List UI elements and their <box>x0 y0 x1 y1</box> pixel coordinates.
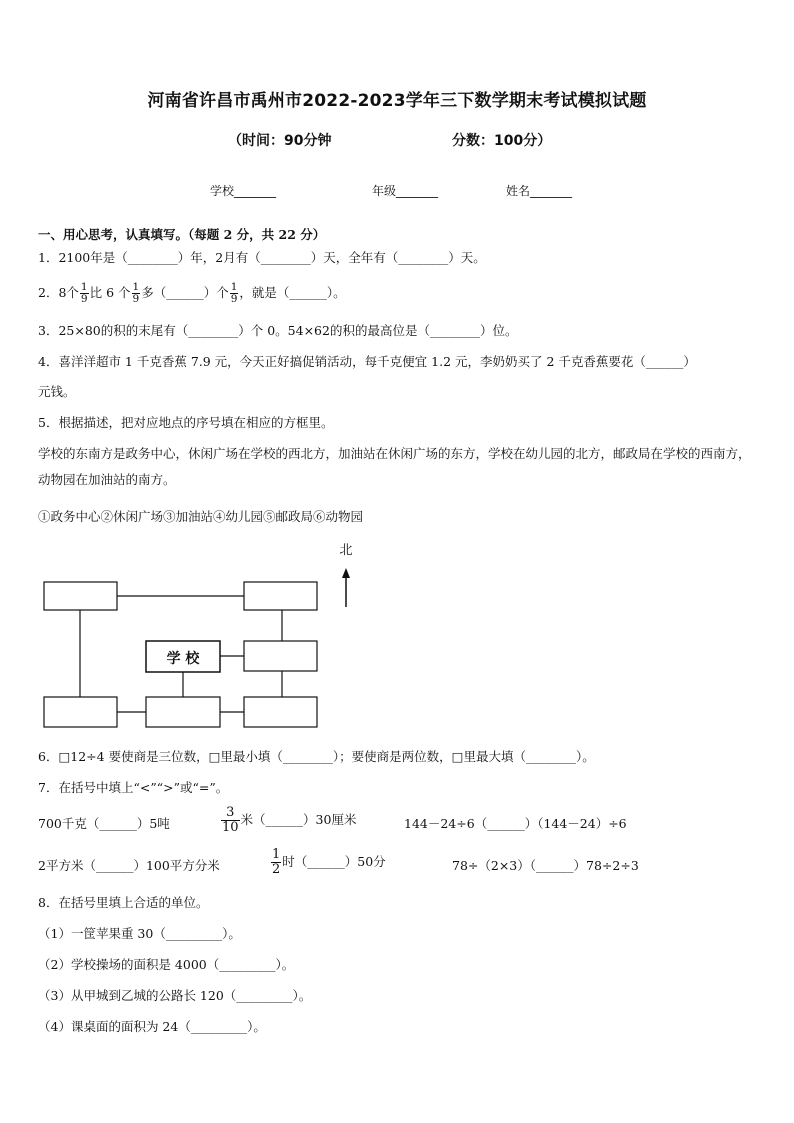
question-8: 8．在括号里填上合适的单位。 <box>38 895 209 910</box>
exam-time: （时间：90分钟 <box>228 133 332 149</box>
fraction: $\frac{1}{9}$ <box>230 281 238 305</box>
q7-item-5 <box>270 848 386 877</box>
q7-item-5-text: 时（______）50分 <box>282 854 386 869</box>
q7-item-2-text: 米（______）30厘米 <box>240 812 357 827</box>
q7-item-2 <box>220 806 356 835</box>
q2-text-2: 比 6 个 <box>89 285 131 300</box>
question-5: 5．根据描述，把对应地点的序号填在相应的方框里。 <box>38 415 334 430</box>
question-5-description: 学校的东南方是政务中心，休闲广场在学校的西北方，加油站在休闲广场的东方，学校在幼儿园的北方，邮政局在学校的西南方，动物园在加油站的南方。 <box>38 446 751 487</box>
north-arrow-icon <box>342 568 350 578</box>
page-title: 河南省许昌市禹州市2022-2023学年三下数学期末考试模拟试题 <box>147 91 647 111</box>
question-6: 6．□12÷4 要使商是三位数，□里最小填（________）；要使商是两位数，□里最大填（________）。 <box>38 749 595 764</box>
question-5-options: ①政务中心②休闲广场③加油站④幼儿园⑤邮政局⑥动物园 <box>38 509 364 524</box>
school-label: 学 校 <box>166 651 200 667</box>
answer-box-north[interactable] <box>244 582 317 610</box>
fraction: $\frac{1}{9}$ <box>80 281 88 305</box>
q8-item-2: （2）学校操场的面积是 4000（_________）。 <box>38 957 295 972</box>
question-2 <box>38 282 346 305</box>
q8-item-3: （3）从甲城到乙城的公路长 120（_________）。 <box>38 988 312 1003</box>
fraction: $\frac{3}{10}$ <box>222 805 239 835</box>
exam-score: 分数：100分） <box>452 133 552 149</box>
answer-box-southwest[interactable] <box>44 697 117 727</box>
grade-field[interactable]: 年级_______ <box>372 184 439 198</box>
q2-text-4: ，就是（______）。 <box>239 285 346 300</box>
section-heading: 一、用心思考，认真填写。（每题 2 分，共 22 分） <box>38 227 326 242</box>
q8-item-4: （4）课桌面的面积为 24（_________）。 <box>38 1019 266 1034</box>
q2-text-3: 多（______）个 <box>141 285 229 300</box>
question-1: 1．2100年是（________）年，2月有（________）天，全年有（________）天。 <box>38 250 486 265</box>
q7-item-6: 78÷（2×3）（______）78÷2÷3 <box>452 858 639 873</box>
answer-box-east[interactable] <box>244 641 317 671</box>
question-4: 4．喜洋洋超市 1 千克香蕉 7.9 元，今天正好搞促销活动，每千克便宜 1.2 元，李奶奶买了 2 千克香蕉要花（______） <box>38 354 696 369</box>
q7-item-4: 2平方米（______）100平方分米 <box>38 858 220 873</box>
question-3: 3．25×80的积的末尾有（________）个 0。54×62的积的最高位是（________）位。 <box>38 323 518 338</box>
answer-box-northwest[interactable] <box>44 582 117 610</box>
q8-item-1: （1）一筐苹果重 30（_________）。 <box>38 926 241 941</box>
answer-box-southeast[interactable] <box>244 697 317 727</box>
name-field[interactable]: 姓名_______ <box>506 184 573 198</box>
q7-item-1: 700千克（______）5吨 <box>38 816 170 831</box>
fraction: $\frac{1}{2}$ <box>272 847 281 877</box>
q2-text-1: 2．8个 <box>38 285 79 300</box>
question-7: 7．在括号中填上“<”“>”或“=”。 <box>38 780 229 795</box>
north-label: 北 <box>339 543 353 558</box>
question-4-cont: 元钱。 <box>38 384 76 399</box>
answer-box-south[interactable] <box>146 697 220 727</box>
direction-diagram <box>0 535 794 735</box>
school-field[interactable]: 学校_______ <box>210 184 277 198</box>
fraction: $\frac{1}{9}$ <box>132 281 140 305</box>
q7-item-3: 144－24÷6（______）（144－24）÷6 <box>404 816 627 831</box>
